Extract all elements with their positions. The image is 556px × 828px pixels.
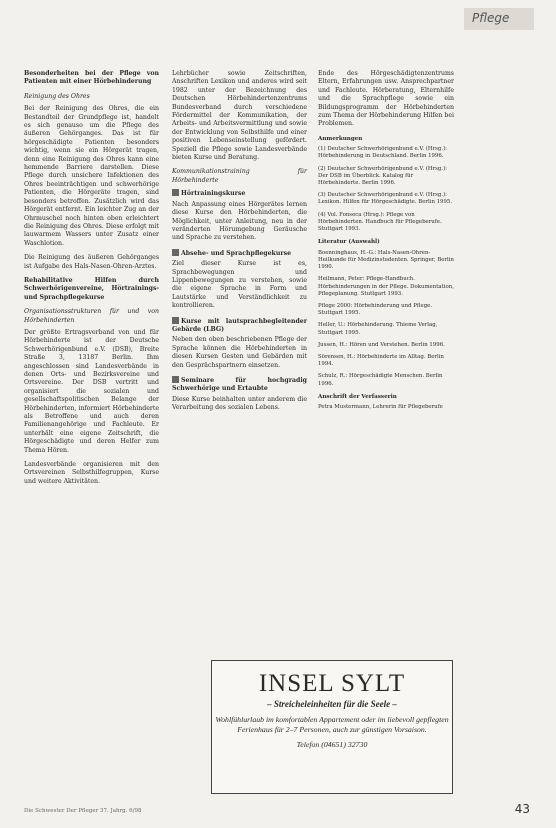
page-number: 43 bbox=[514, 802, 530, 816]
note-item: (1) Deutscher Schwerhörigenbund e.V. (Hrsg.): Hörbehinderung in Deutschland. Berlin 1996. bbox=[318, 146, 448, 160]
ad-phone: Telefon (04651) 32730 bbox=[296, 740, 368, 749]
paragraph: Nach Anpassung eines Hörgerätes lernen diese Kurse den Hörbehinderten, die Möglichkeit, unter Anleitung, neu in der veränderten Hörumgebung Geräusche und Sprache zu verstehen. bbox=[172, 200, 307, 242]
advertisement bbox=[211, 660, 453, 794]
item-title-lipreading: Absehe- und Sprachpflegekurse bbox=[172, 249, 307, 258]
item-title-lbg: Kurse mit lautsprachbegleitender Gebärde (LBG) bbox=[172, 317, 307, 333]
paragraph: Lehrbücher sowie Zeitschriften, Anschriften Lexikon und anderes wird seit 1982 unter der Bezeichnung des Deutschen Hörbehindertenzentrums Bundesverband durch verschiedene Fördermittel der Kommunikation, der Arbeits- und Arbeitsvermittlung und sowie der Entwicklung von Selbsthilfe und einer positiven Lebenseinstellung gefördert. Speziell die Pflege sowie Landesverbände bieten Kurse und Beratung. bbox=[172, 70, 307, 162]
column-3 bbox=[318, 70, 454, 416]
ad-title: INSEL SYLT bbox=[258, 670, 406, 697]
ad-subtitle: – Streicheleinheiten für die Seele – bbox=[267, 699, 397, 709]
author-heading: Anschrift der Verfasserin bbox=[318, 393, 397, 400]
paragraph: Neben den oben beschriebenen Pflege der Sprache können die Hörbehinderten in diesen Kursen Gesten und Gebärden mit den Gesprächspartnern einsetzen. bbox=[172, 336, 307, 369]
square-bullet-icon bbox=[172, 376, 179, 383]
paragraph: Landesverbände organisieren mit den Ortsvereinen Selbsthilfegruppen, Kurse und weitere Aktivitäten. bbox=[24, 461, 159, 485]
subheading-organisations: Organisationsstrukturen für und von Hörbehinderten bbox=[24, 308, 159, 324]
item-title-seminars: Seminare für hochgradig Schwerhörige und Ertaubte bbox=[172, 377, 307, 393]
ad-body: Wohlfühlurlaub im komfortablen Appartement oder im liebevoll gepflegten Ferienhaus für 2–7 Personen, auch zur günstigen Vorsaison. bbox=[215, 715, 449, 734]
square-bullet-icon bbox=[172, 189, 179, 196]
subheading-communication-training: Kommunikationstraining für Hörbehinderte bbox=[172, 168, 307, 184]
literature-item: Schulz, R.: Hörgeschädigte Menschen. Berlin 1996. bbox=[318, 373, 443, 387]
paragraph: Der größte Ertragsverband von und für Hörbehinderte ist der Deutsche Schwerhörigenbund e.V. (DSB), Breite Straße 3, 13187 Berlin. Ihm angeschlossen sind Landesverbände in denen Orts- und Bezirksvereine und Ortsvereine. Der DSB vertritt und organisiert die sozialen und gesellschaftspolitischen Belange der Hörbehinderten, informiert Hörbehinderte als Betroffene und auch deren Familienangehörige und Fachleute. Er unterhält eine eigene Zeitschrift, die Hörgeschädigte und deren Helfer zum Thema Hören. bbox=[24, 328, 159, 454]
note-item: (2) Deutscher Schwerhörigenbund e.V. (Hrsg.): Der DSB im Überblick. Katalog für Hörbehinderte. Berlin 1996. bbox=[318, 165, 448, 187]
literature-item: Sörensen, H.: Hörbehinderte im Alltag. Berlin 1994. bbox=[318, 353, 444, 368]
paragraph: Bei der Reinigung des Ohres, die ein Bestandteil der Grundpflege ist, handelt es sich genauso um die Pflege des äußeren Gehörganges. Das ist für hörgeschädigte Patienten besonders wichtig, wenn sie ein Hörgerät tragen, denn eine Reinigung des Ohres kann eine hemmende Barriere darstellen. Diese Pflege durch unsichere Infektionen des Ohres beeinträchtigen und schwerhörige Patienten, die Hörgeräte tragen, sind besonders betroffen. Zusätzlich wird das Hörgerät entfernt. Ein leichter Zug an der Ohrmuschel noch hinten oben erleichtert die Reinigung des Ohres. Diese erfolgt mit lauwarmem Wassers unter Zusatz einer Waschlotion. bbox=[24, 105, 159, 247]
paragraph: Ende des Hörgeschädigtenzentrums Eltern, Erfahrungen usw. Ansprechpartner und Fachleute. Hörberatung, Elternhilfe und die Sprachpflege sowie ein Bildungsprogramm der Hörbehinderten zum Thema der Hörbehinderung Hilfen bei Problemen. bbox=[318, 70, 454, 128]
note-item: (4) Vol. Fonseca (Hrsg.): Pflege von Hörbehinderten. Handbuch für Pflegeberufe. Stuttgart 1993. bbox=[318, 211, 442, 233]
notes-heading: Anmerkungen bbox=[318, 135, 363, 142]
paragraph: Die Reinigung des äußeren Gehörganges ist Aufgabe des Hals-Nasen-Ohren-Arztes. bbox=[24, 254, 159, 270]
square-bullet-icon bbox=[172, 249, 179, 256]
paragraph: Ziel dieser Kurse ist es, Sprachbewegungen und Lippenbewegungen zu verstehen, sowie die eigene Sprache in Form und Lautstärke und Verständlichkeit zu kontrollieren. bbox=[172, 260, 307, 310]
author-address: Petra Mustermann, Lehrerin für Pflegeberufe bbox=[318, 404, 443, 411]
subheading-ear-cleaning: Reinigung des Ohres bbox=[24, 92, 90, 100]
heading-rehabilitation: Rehabilitative Hilfen durch Schwerhörigenvereine, Hörtrainings- und Sprachpflegekurse bbox=[24, 276, 159, 301]
item-title-hearing-training: Hörtrainingskurse bbox=[172, 189, 307, 198]
section-tab bbox=[464, 8, 534, 30]
heading-hearing-care: Besonderheiten bei der Pflege von Patienten mit einer Hörbehinderung bbox=[24, 70, 159, 86]
literature-item: Heilmann, Peter: Pflege-Handbuch. Hörbehinderungen in der Pflege. Dokumentation, Pflegeplanung. Stuttgart 1993. bbox=[318, 276, 454, 297]
footer-publication: Die Schwester Der Pfleger 37. Jahrg. 6/98 bbox=[24, 808, 142, 814]
literature-item: Boenninghaus, H.-G.: Hals-Nasen-Ohren-Heilkunde für Medizinstudenten. Springer, Berlin 1990. bbox=[318, 249, 454, 271]
paragraph: Diese Kurse beinhalten unter anderem die Verarbeitung des sozialen Lebens. bbox=[172, 395, 307, 412]
column-1 bbox=[24, 70, 159, 492]
literature-item: Pflege 2000: Hörbehinderung und Pflege. Stuttgart 1995. bbox=[318, 302, 433, 317]
literature-item: Jussen, H.: Hören und Verstehen. Berlin 1996. bbox=[318, 341, 445, 348]
section-label: Pflege bbox=[472, 11, 510, 25]
note-item: (3) Deutscher Schwerhörigenbund e.V. (Hrsg.): Lexikon. Hilfen für Hörgeschädigte. Berlin 1995. bbox=[318, 192, 453, 206]
literature-item: Heller, U.: Hörbehinderung. Thieme Verlag, Stuttgart 1995. bbox=[318, 322, 438, 336]
literature-heading: Literatur (Auswahl) bbox=[318, 239, 380, 246]
column-2 bbox=[172, 70, 307, 419]
square-bullet-icon bbox=[172, 317, 179, 324]
